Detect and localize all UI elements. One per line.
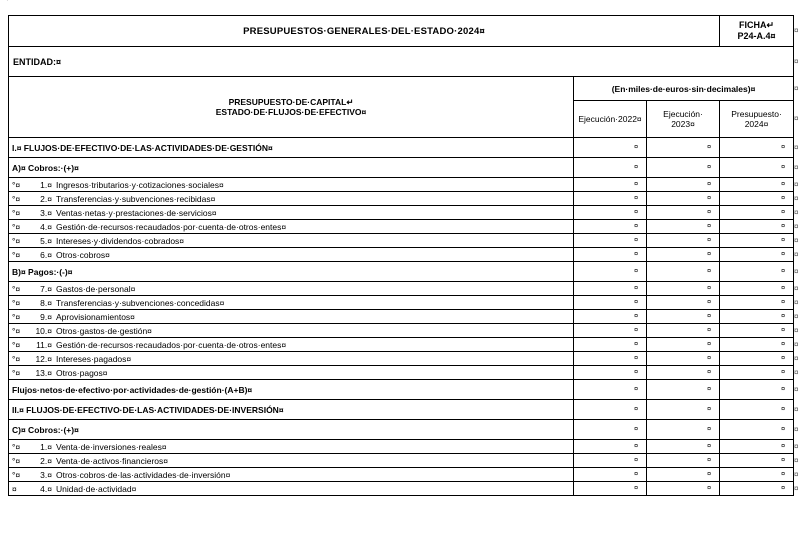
row-number: 13.¤ — [35, 367, 52, 378]
paragraph-mark: ¤ — [794, 325, 799, 335]
table-row — [9, 206, 794, 220]
row-text: Otros·cobros·de·las·actividades·de·inversión¤ — [56, 469, 231, 480]
value-2023-cell: ¤ — [647, 192, 720, 206]
row-bullet: °¤ — [12, 179, 21, 190]
value-2024-cell: ¤ — [720, 366, 794, 380]
table-row — [9, 248, 794, 262]
value-2022-cell: ¤ — [574, 262, 647, 282]
value-2023-cell: ¤ — [647, 468, 720, 482]
row-label — [9, 454, 574, 468]
table-body — [9, 138, 794, 496]
row-bullet: °¤ — [12, 311, 21, 322]
row-number: 11.¤ — [36, 339, 52, 350]
value-2023-cell: ¤ — [647, 158, 720, 178]
header-row-1 — [9, 77, 794, 101]
paragraph-mark: ¤ — [794, 114, 799, 123]
row-bullet: °¤ — [12, 235, 21, 246]
value-2023-cell: ¤ — [647, 206, 720, 220]
table-row — [9, 454, 794, 468]
table-row — [9, 138, 794, 158]
row-number: 6.¤ — [40, 249, 52, 260]
value-2022-cell: ¤ — [574, 138, 647, 158]
paragraph-mark: ¤ — [794, 297, 799, 307]
table-row — [9, 158, 794, 178]
paragraph-mark: ¤ — [794, 455, 799, 465]
value-2024-cell: ¤ — [720, 138, 794, 158]
row-text: Otros·cobros¤ — [56, 249, 110, 260]
row-text: Gastos·de·personal¤ — [56, 283, 136, 294]
paragraph-mark: ¤ — [794, 249, 799, 259]
value-2022-cell: ¤ — [574, 468, 647, 482]
row-label — [9, 366, 574, 380]
row-number: 4.¤ — [40, 221, 52, 232]
value-2023-cell: ¤ — [647, 400, 720, 420]
row-label — [9, 282, 574, 296]
table-row — [9, 366, 794, 380]
table-row — [9, 324, 794, 338]
row-label: I.¤ FLUJOS·DE·EFECTIVO·DE·LAS·ACTIVIDADES·DE·GESTIÓN¤ — [9, 138, 574, 158]
table-row — [9, 262, 794, 282]
row-label — [9, 310, 574, 324]
value-2023-cell: ¤ — [647, 178, 720, 192]
value-2023-cell: ¤ — [647, 248, 720, 262]
row-text: Intereses·pagados¤ — [56, 353, 132, 364]
row-number: 10.¤ — [35, 325, 52, 336]
row-bullet: °¤ — [12, 249, 21, 260]
corner-mark: ` — [6, 0, 9, 7]
row-text: Transferencias·y·subvenciones·concedidas¤ — [56, 297, 225, 308]
value-2024-cell: ¤ — [720, 482, 794, 496]
row-number: 1.¤ — [40, 179, 52, 190]
value-2022-cell: ¤ — [574, 248, 647, 262]
value-2022-cell: ¤ — [574, 158, 647, 178]
table-row — [9, 234, 794, 248]
statement-header — [9, 77, 574, 138]
value-2024-cell: ¤ — [720, 282, 794, 296]
row-label — [9, 192, 574, 206]
row-bullet: °¤ — [12, 297, 21, 308]
value-2022-cell: ¤ — [574, 338, 647, 352]
row-label — [9, 352, 574, 366]
row-bullet: °¤ — [12, 353, 21, 364]
paragraph-mark: ¤ — [794, 83, 799, 93]
ficha-label — [720, 16, 794, 47]
row-number: 2.¤ — [40, 455, 52, 466]
row-bullet: ¤ — [12, 483, 17, 494]
col3-line-1: Presupuesto· — [731, 109, 782, 119]
row-label — [9, 248, 574, 262]
value-2024-cell: ¤ — [720, 380, 794, 400]
value-2022-cell: ¤ — [574, 482, 647, 496]
value-2024-cell: ¤ — [720, 440, 794, 454]
value-2022-cell: ¤ — [574, 352, 647, 366]
table-row — [9, 380, 794, 400]
value-2023-cell: ¤ — [647, 366, 720, 380]
value-2022-cell: ¤ — [574, 178, 647, 192]
table-row — [9, 178, 794, 192]
value-2024-cell: ¤ — [720, 262, 794, 282]
value-2022-cell: ¤ — [574, 234, 647, 248]
paragraph-mark: ¤ — [794, 26, 799, 35]
table-row — [9, 352, 794, 366]
value-2023-cell: ¤ — [647, 338, 720, 352]
value-2024-cell: ¤ — [720, 352, 794, 366]
value-2023-cell: ¤ — [647, 454, 720, 468]
value-2022-cell: ¤ — [574, 324, 647, 338]
cash-flow-table — [8, 15, 794, 496]
value-2022-cell: ¤ — [574, 310, 647, 324]
document-title: PRESUPUESTOS·GENERALES·DEL·ESTADO·2024¤ — [9, 16, 720, 47]
paragraph-mark: ¤ — [794, 311, 799, 321]
col2-line-1: Ejecución· — [663, 109, 703, 119]
row-label — [9, 338, 574, 352]
value-2024-cell: ¤ — [720, 296, 794, 310]
col-ejecucion-2022: Ejecución·2022¤ — [574, 101, 647, 138]
value-2024-cell: ¤ — [720, 192, 794, 206]
value-2023-cell: ¤ — [647, 262, 720, 282]
value-2023-cell: ¤ — [647, 482, 720, 496]
value-2022-cell: ¤ — [574, 454, 647, 468]
row-bullet: °¤ — [12, 325, 21, 336]
entidad-row — [9, 47, 794, 77]
paragraph-mark: ¤ — [794, 441, 799, 451]
col-presupuesto-2024 — [720, 101, 794, 138]
value-2024-cell: ¤ — [720, 234, 794, 248]
paragraph-mark: ¤ — [794, 162, 799, 172]
table-row — [9, 482, 794, 496]
paragraph-mark: ¤ — [794, 367, 799, 377]
paragraph-mark: ¤ — [794, 179, 799, 189]
value-2022-cell: ¤ — [574, 380, 647, 400]
row-label: II.¤ FLUJOS·DE·EFECTIVO·DE·LAS·ACTIVIDADES·DE·INVERSIÓN¤ — [9, 400, 574, 420]
paragraph-mark: ¤ — [794, 283, 799, 293]
value-2022-cell: ¤ — [574, 282, 647, 296]
value-2022-cell: ¤ — [574, 420, 647, 440]
value-2023-cell: ¤ — [647, 234, 720, 248]
row-text: Gestión·de·recursos·recaudados·por·cuenta·de·otros·entes¤ — [56, 339, 287, 350]
value-2022-cell: ¤ — [574, 400, 647, 420]
value-2023-cell: ¤ — [647, 296, 720, 310]
value-2024-cell: ¤ — [720, 178, 794, 192]
col2-line-2: 2023¤ — [671, 119, 695, 129]
ficha-code: P24-A.4¤ — [737, 31, 776, 41]
ficha-line-1: FICHA↵ — [739, 20, 775, 30]
value-2024-cell: ¤ — [720, 338, 794, 352]
header-line-1: PRESUPUESTO·DE·CAPITAL↵ — [228, 97, 354, 107]
paragraph-mark: ¤ — [794, 207, 799, 217]
row-text: Ventas·netas·y·prestaciones·de·servicios¤ — [56, 207, 217, 218]
col-ejecucion-2023 — [647, 101, 720, 138]
table-row — [9, 310, 794, 324]
row-text: Otros·gastos·de·gestión¤ — [56, 325, 152, 336]
value-2024-cell: ¤ — [720, 206, 794, 220]
value-2023-cell: ¤ — [647, 380, 720, 400]
table-row — [9, 420, 794, 440]
units-label: (En·miles·de·euros·sin·decimales)¤ — [574, 77, 794, 101]
paragraph-mark: ¤ — [794, 404, 799, 414]
row-label — [9, 220, 574, 234]
paragraph-mark: ¤ — [794, 193, 799, 203]
row-bullet: °¤ — [12, 367, 21, 378]
row-text: Gestión·de·recursos·recaudados·por·cuenta·de·otros·entes¤ — [56, 221, 287, 232]
paragraph-mark: ¤ — [794, 235, 799, 245]
row-text: Otros·pagos¤ — [56, 367, 108, 378]
value-2023-cell: ¤ — [647, 220, 720, 234]
value-2024-cell: ¤ — [720, 158, 794, 178]
row-text: Intereses·y·dividendos·cobrados¤ — [56, 235, 185, 246]
value-2024-cell: ¤ — [720, 420, 794, 440]
table-row — [9, 400, 794, 420]
row-text: Unidad·de·actividad¤ — [56, 483, 137, 494]
table-row — [9, 440, 794, 454]
row-label — [9, 234, 574, 248]
row-text: Ingresos·tributarios·y·cotizaciones·sociales¤ — [56, 179, 224, 190]
row-text: Transferencias·y·subvenciones·recibidas¤ — [56, 193, 216, 204]
row-label — [9, 468, 574, 482]
row-number: 3.¤ — [40, 207, 52, 218]
row-number: 1.¤ — [40, 441, 52, 452]
table-row — [9, 220, 794, 234]
row-label: Flujos·netos·de·efectivo·por·actividades·de·gestión·(A+B)¤ — [9, 380, 574, 400]
row-number: 2.¤ — [40, 193, 52, 204]
value-2022-cell: ¤ — [574, 296, 647, 310]
value-2023-cell: ¤ — [647, 352, 720, 366]
value-2022-cell: ¤ — [574, 440, 647, 454]
row-number: 9.¤ — [40, 311, 52, 322]
row-text: Aprovisionamientos¤ — [56, 311, 135, 322]
table-row — [9, 468, 794, 482]
value-2023-cell: ¤ — [647, 420, 720, 440]
value-2023-cell: ¤ — [647, 138, 720, 158]
row-label — [9, 206, 574, 220]
value-2022-cell: ¤ — [574, 192, 647, 206]
table-row — [9, 338, 794, 352]
table-row — [9, 296, 794, 310]
value-2023-cell: ¤ — [647, 282, 720, 296]
row-bullet: °¤ — [12, 221, 21, 232]
row-bullet: °¤ — [12, 283, 21, 294]
value-2023-cell: ¤ — [647, 310, 720, 324]
value-2024-cell: ¤ — [720, 324, 794, 338]
row-label — [9, 440, 574, 454]
value-2023-cell: ¤ — [647, 440, 720, 454]
value-2024-cell: ¤ — [720, 220, 794, 234]
entidad-label: ENTIDAD:¤ — [9, 47, 794, 77]
row-number: 5.¤ — [40, 235, 52, 246]
value-2022-cell: ¤ — [574, 206, 647, 220]
table-row — [9, 282, 794, 296]
row-number: 7.¤ — [40, 283, 52, 294]
value-2022-cell: ¤ — [574, 366, 647, 380]
row-number: 3.¤ — [40, 469, 52, 480]
row-bullet: °¤ — [12, 193, 21, 204]
paragraph-mark: ¤ — [794, 266, 799, 276]
paragraph-mark: ¤ — [794, 424, 799, 434]
paragraph-mark: ¤ — [794, 56, 799, 66]
row-bullet: °¤ — [12, 441, 21, 452]
paragraph-mark: ¤ — [794, 339, 799, 349]
paragraph-mark: ¤ — [794, 384, 799, 394]
value-2024-cell: ¤ — [720, 310, 794, 324]
row-label — [9, 178, 574, 192]
paragraph-mark: ¤ — [794, 483, 799, 493]
value-2022-cell: ¤ — [574, 220, 647, 234]
row-label — [9, 482, 574, 496]
row-bullet: °¤ — [12, 339, 21, 350]
paragraph-mark: ¤ — [794, 469, 799, 479]
value-2024-cell: ¤ — [720, 248, 794, 262]
row-number: 12.¤ — [35, 353, 52, 364]
row-label — [9, 324, 574, 338]
row-number: 8.¤ — [40, 297, 52, 308]
row-label: A)¤ Cobros:·(+)¤ — [9, 158, 574, 178]
row-bullet: °¤ — [12, 469, 21, 480]
row-text: Venta·de·inversiones·reales¤ — [56, 441, 167, 452]
paragraph-mark: ¤ — [794, 142, 799, 152]
row-bullet: °¤ — [12, 207, 21, 218]
row-label: B)¤ Pagos:·(-)¤ — [9, 262, 574, 282]
row-text: Venta·de·activos·financieros¤ — [56, 455, 168, 466]
col3-line-2: 2024¤ — [744, 119, 769, 129]
header-line-2: ESTADO·DE·FLUJOS·DE·EFECTIVO¤ — [215, 107, 367, 117]
value-2024-cell: ¤ — [720, 468, 794, 482]
row-label — [9, 296, 574, 310]
row-number: 4.¤ — [40, 483, 52, 494]
paragraph-mark: ¤ — [794, 353, 799, 363]
paragraph-mark: ¤ — [794, 221, 799, 231]
table-row — [9, 192, 794, 206]
row-bullet: °¤ — [12, 455, 21, 466]
value-2024-cell: ¤ — [720, 454, 794, 468]
title-row — [9, 16, 794, 47]
row-label: C)¤ Cobros:·(+)¤ — [9, 420, 574, 440]
value-2024-cell: ¤ — [720, 400, 794, 420]
value-2023-cell: ¤ — [647, 324, 720, 338]
